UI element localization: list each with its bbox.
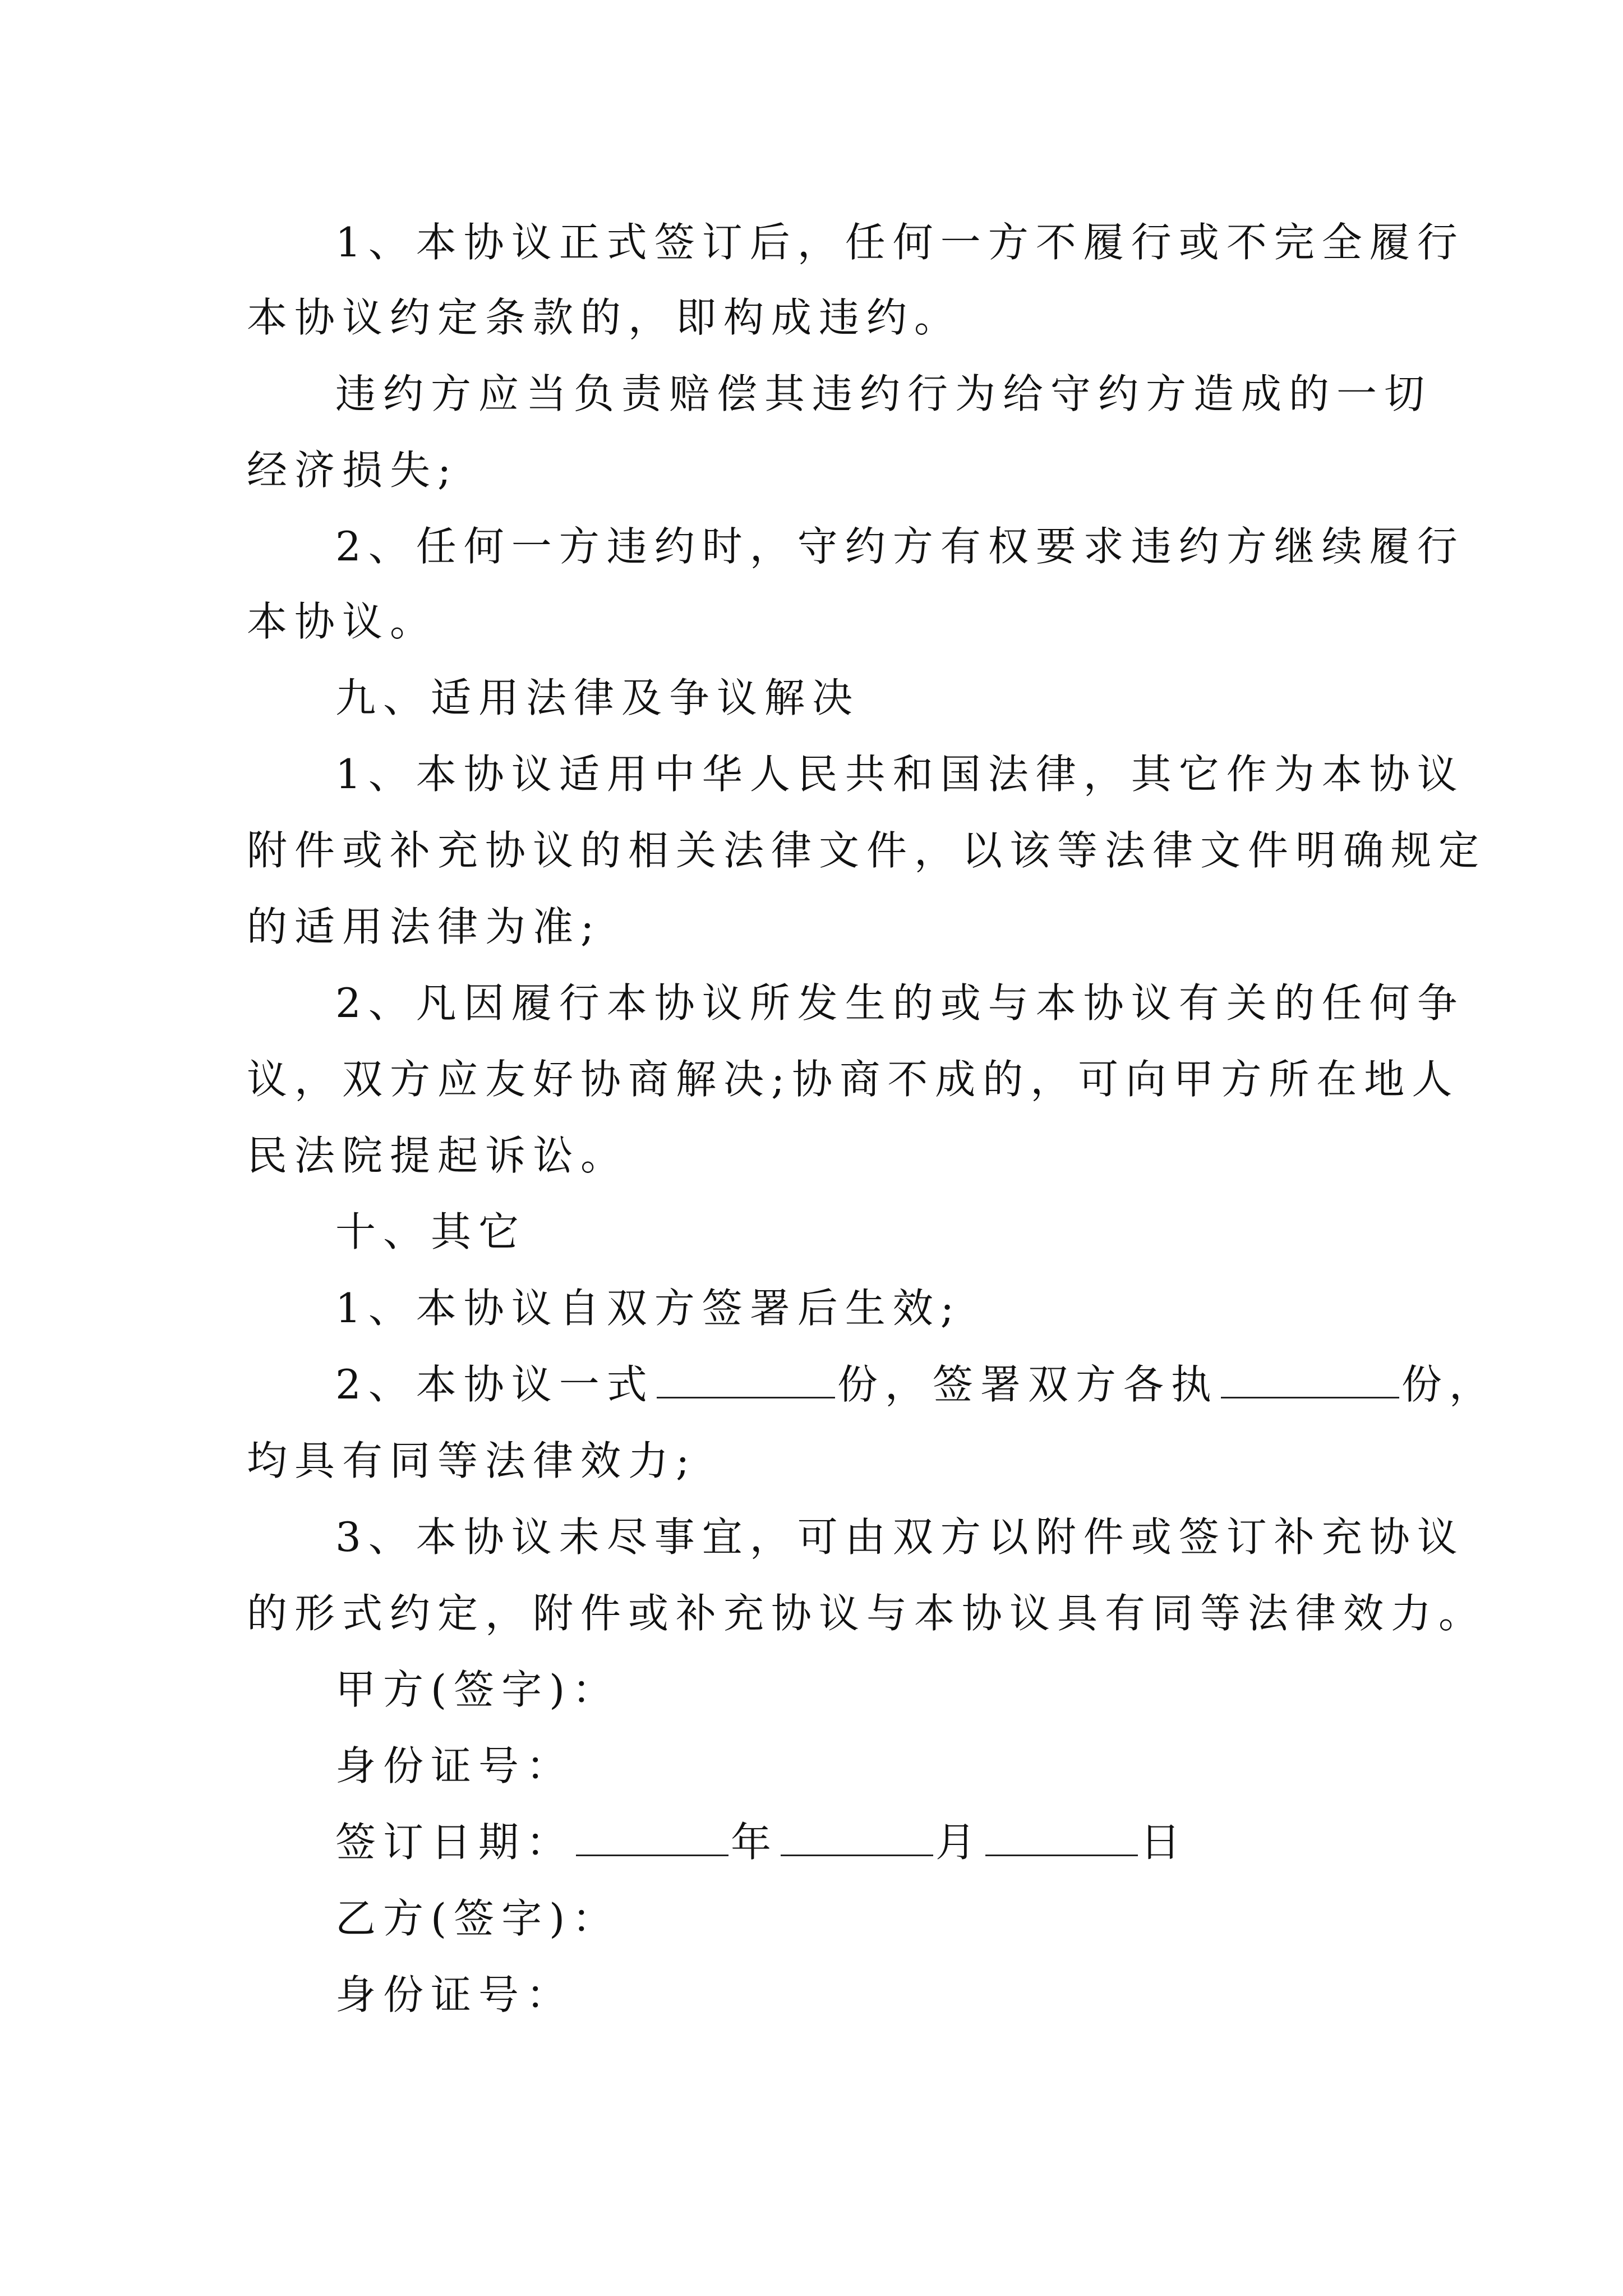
month-blank	[781, 1820, 933, 1856]
date-year-unit: 年	[731, 1819, 779, 1866]
clause-9-item-1-line-1: 1、本协议适用中华人民共和国法律，其它作为本协议	[335, 751, 1465, 798]
section-10-heading: 十、其它	[335, 1208, 527, 1255]
clause-10-item-1: 1、本协议自双方签署后生效;	[335, 1285, 962, 1332]
section-9-heading: 九、适用法律及争议解决	[335, 674, 860, 721]
clause-8-item-2-line-2: 本协议。	[247, 598, 438, 645]
clause-10-item-3-line-1: 3、本协议未尽事宜，可由双方以附件或签订补充协议	[335, 1513, 1465, 1561]
copies-each-blank	[1221, 1362, 1399, 1398]
date-month-unit: 月	[935, 1819, 984, 1866]
total-copies-blank	[657, 1362, 835, 1398]
sign-date-line	[0, 1814, 1623, 1870]
clause-10-item-2-suffix: 份，	[1401, 1361, 1497, 1408]
sign-date-label: 签订日期：	[335, 1819, 574, 1866]
clause-8-liability-line-1: 违约方应当负责赔偿其违约行为给守约方造成的一切	[335, 370, 1432, 417]
clause-9-item-1-line-3: 的适用法律为准;	[247, 903, 602, 950]
day-blank	[985, 1820, 1138, 1856]
clause-8-item-1-line-2: 本协议约定条款的，即构成违约。	[247, 294, 962, 341]
clause-8-item-1-line-1: 1、本协议正式签订后，任何一方不履行或不完全履行	[335, 219, 1465, 266]
clause-10-item-2-mid: 份，签署双方各执	[837, 1361, 1219, 1408]
party-b-signature-label: 乙方(签字)：	[335, 1895, 620, 1942]
clause-9-item-2-line-3: 民法院提起诉讼。	[247, 1132, 629, 1179]
clause-10-item-2-line-2: 均具有同等法律效力;	[247, 1437, 697, 1484]
clause-10-item-2-prefix: 2、本协议一式	[335, 1361, 654, 1408]
clause-8-item-2-line-1: 2、任何一方违约时，守约方有权要求违约方继续履行	[335, 523, 1465, 570]
clause-9-item-2-line-2: 议，双方应友好协商解决;协商不成的，可向甲方所在地人	[247, 1056, 1460, 1103]
clause-9-item-2-line-1: 2、凡因履行本协议所发生的或与本协议有关的任何争	[335, 979, 1465, 1027]
clause-10-item-3-line-2: 的形式约定，附件或补充协议与本协议具有同等法律效力。	[247, 1590, 1487, 1637]
party-a-signature-label: 甲方(签字)：	[335, 1666, 620, 1713]
clause-10-item-2-line-1	[0, 1356, 1623, 1412]
clause-9-item-1-line-2: 附件或补充协议的相关法律文件，以该等法律文件明确规定	[247, 827, 1487, 874]
party-b-id-label: 身份证号：	[335, 1971, 574, 2018]
party-a-id-label: 身份证号：	[335, 1742, 574, 1789]
date-day-unit: 日	[1140, 1819, 1188, 1866]
year-blank	[576, 1820, 728, 1856]
clause-8-liability-line-2: 经济损失;	[247, 447, 459, 494]
